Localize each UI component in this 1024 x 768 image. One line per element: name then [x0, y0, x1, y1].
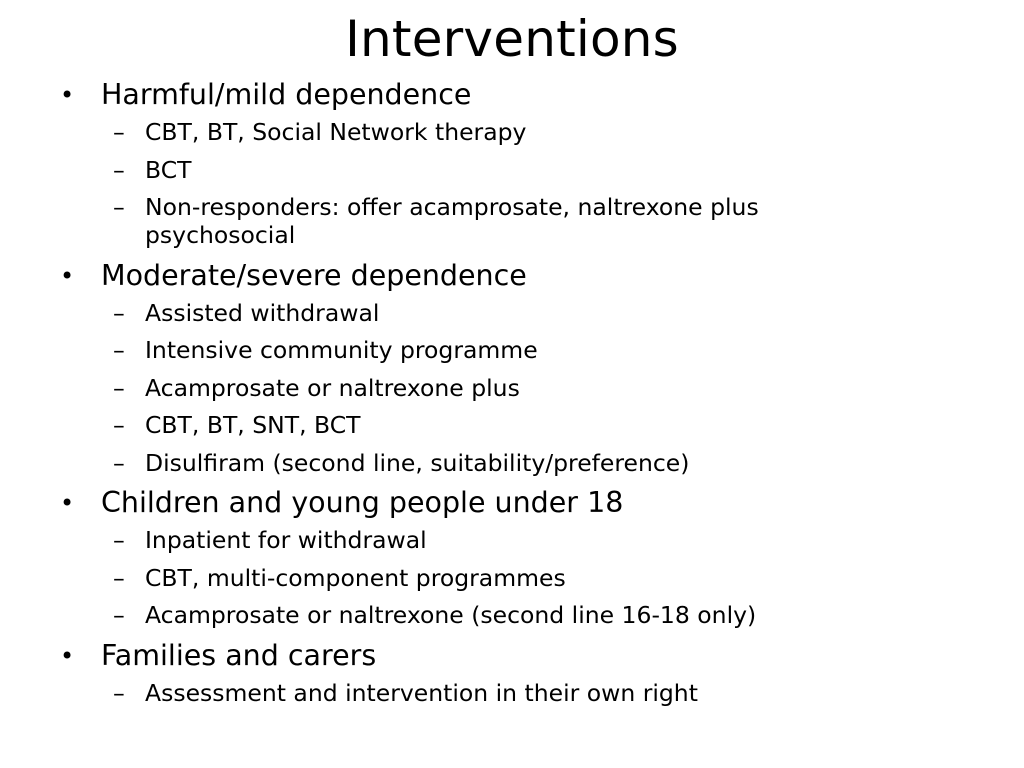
dash-icon: – [113, 298, 125, 327]
sub-item [60, 193, 990, 249]
dash-icon: – [113, 193, 125, 221]
bullet-icon: • [60, 261, 75, 290]
sub-item-text: Acamprosate or naltrexone (second line 16-18 only) [145, 601, 757, 629]
slide-title: Interventions [345, 10, 679, 68]
sub-item-text: Assessment and intervention in their own right [145, 678, 698, 707]
sub-item [60, 156, 990, 184]
sub-item-text: CBT, multi-component programmes [145, 563, 566, 592]
sub-item-text: Disulfiram (second line, suitability/preference) [145, 448, 690, 477]
sub-item [60, 118, 990, 146]
bullet-item [60, 639, 990, 673]
dash-icon: – [113, 601, 125, 629]
sub-item [60, 564, 990, 592]
bullet-item [60, 259, 990, 293]
dash-icon: – [113, 448, 125, 477]
sub-list [60, 299, 990, 477]
dash-icon: – [113, 563, 125, 592]
bullet-heading: Children and young people under 18 [101, 486, 624, 519]
sub-item-text: Intensive community programme [145, 336, 538, 364]
bullet-item [60, 486, 990, 520]
dash-icon: – [113, 678, 125, 707]
sub-item-text: BCT [145, 155, 192, 184]
sub-item [60, 526, 990, 554]
bullet-list [60, 78, 990, 716]
sub-item-text: Assisted withdrawal [145, 298, 380, 327]
dash-icon: – [113, 526, 125, 554]
sub-list [60, 526, 990, 629]
sub-item [60, 411, 990, 439]
sub-item-text: CBT, BT, Social Network therapy [145, 118, 527, 146]
sub-item [60, 299, 990, 327]
sub-list [60, 118, 990, 249]
dash-icon: – [113, 118, 125, 146]
dash-icon: – [113, 373, 125, 402]
sub-item-text: Non-responders: offer acamprosate, naltrexone plus psychosocial [145, 193, 759, 249]
sub-item-text: CBT, BT, SNT, BCT [145, 411, 361, 439]
sub-item [60, 374, 990, 402]
bullet-heading: Families and carers [101, 638, 377, 672]
dash-icon: – [113, 411, 125, 439]
bullet-icon: • [60, 81, 75, 109]
bullet-heading: Harmful/mild dependence [101, 78, 472, 111]
bullet-icon: • [60, 489, 75, 517]
bullet-icon: • [60, 641, 75, 670]
bullet-heading: Moderate/severe dependence [101, 258, 527, 292]
sub-item-text: Acamprosate or naltrexone plus [145, 373, 520, 402]
sub-item-text: Inpatient for withdrawal [145, 526, 427, 554]
dash-icon: – [113, 336, 125, 364]
sub-item [60, 679, 990, 707]
sub-item [60, 601, 990, 629]
sub-list [60, 679, 990, 707]
dash-icon: – [113, 155, 125, 184]
bullet-item [60, 78, 990, 112]
sub-item [60, 449, 990, 477]
sub-item [60, 336, 990, 364]
